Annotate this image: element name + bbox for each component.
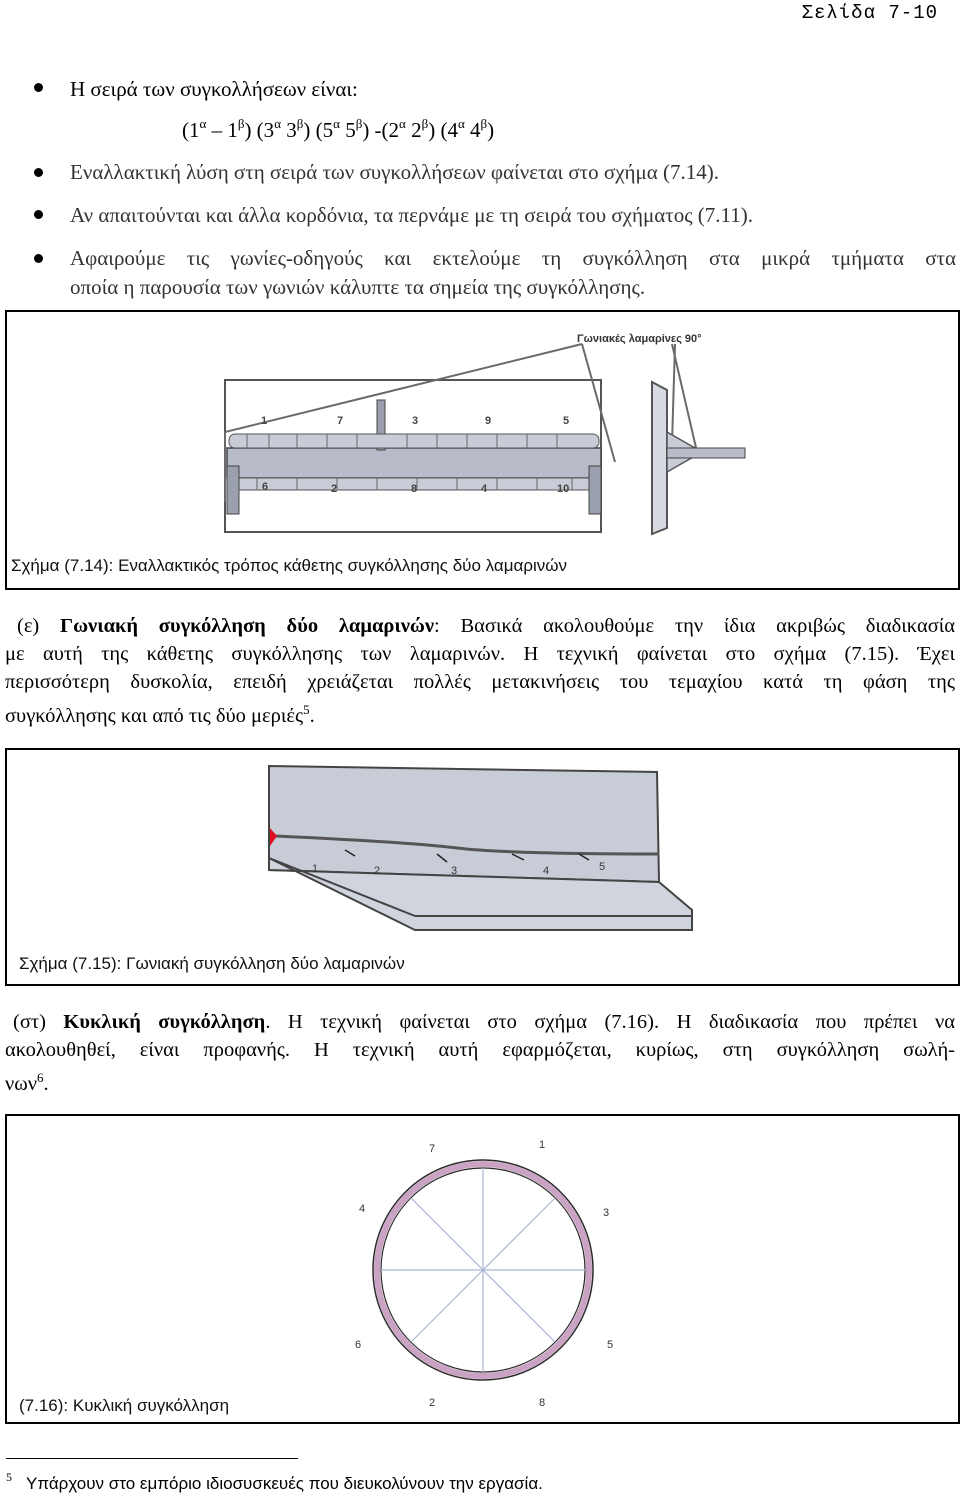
side-view-plate: [652, 382, 667, 534]
footnote-mark: 5: [6, 1470, 12, 1484]
seq-number: 2: [374, 865, 381, 877]
seq-number: 2: [429, 1397, 436, 1409]
figure-caption: Σχήμα (7.15): Γωνιακή συγκόλληση δύο λαμαρινών: [19, 954, 405, 973]
footnote-rule: [6, 1458, 298, 1459]
figure-7-14: [5, 310, 960, 590]
seq-number-bottom: 8: [411, 483, 418, 495]
seq-number-top: 3: [412, 415, 419, 427]
angle-label: Γωνιακές λαμαρίνες 90°: [577, 333, 702, 345]
bullet-dot: [34, 168, 43, 177]
seq-number-top: 1: [261, 415, 268, 427]
left-angle-tab: [227, 466, 239, 514]
figure-7-16: [5, 1114, 960, 1424]
figure-7-15: [5, 748, 960, 986]
seq-number: 8: [539, 1397, 546, 1409]
seq-number: 4: [543, 865, 550, 877]
right-angle-tab: [589, 466, 601, 514]
bullet-dot: [34, 83, 43, 92]
seq-number: 6: [355, 1339, 362, 1351]
seq-number: 1: [539, 1139, 546, 1151]
seq-number-top: 5: [563, 415, 570, 427]
top-weld-beads: [229, 434, 599, 448]
bullet-text-extra-beads: Αν απαιτούνται και άλλα κορδόνια, τα περνάμε με τη σειρά του σχήματος (7.11).: [70, 203, 753, 227]
seq-number: 4: [359, 1203, 366, 1215]
pointer-line: [672, 344, 697, 452]
page-number: Σελίδα 7-10: [801, 2, 938, 24]
footnote-text: Υπάρχουν στο εμπόριο ιδιοσυσκευές που διευκολύνουν την εργασία.: [26, 1474, 543, 1493]
side-view-horizontal: [667, 448, 745, 458]
pointer-line: [672, 344, 675, 444]
vertical-weld-diagram: [7, 312, 958, 588]
seq-number: 3: [451, 865, 458, 877]
bullet-text-alternative: Εναλλακτική λύση στη σειρά των συγκολλήσεων φαίνεται στο σχήμα (7.14).: [70, 160, 719, 184]
corner-weld-diagram: [7, 750, 958, 984]
circular-weld-diagram: [7, 1116, 958, 1422]
figure-caption: Σχήμα (7.14): Εναλλακτικός τρόπος κάθετης συγκόλλησης δύο λαμαρινών: [11, 556, 568, 575]
bullet-dot: [34, 210, 43, 219]
bullet-dot: [34, 254, 43, 263]
horizontal-plate: [227, 448, 601, 478]
seq-number-top: 7: [337, 415, 344, 427]
seq-number: 7: [429, 1143, 436, 1155]
figure-caption: (7.16): Κυκλική συγκόλληση: [19, 1396, 230, 1415]
seq-number: 1: [312, 863, 319, 875]
seq-number-bottom: 2: [331, 483, 338, 495]
seq-number-bottom: 6: [262, 481, 269, 493]
bullet-text-order: Η σειρά των συγκολλήσεων είναι:: [70, 77, 358, 101]
ring-spokes: [381, 1168, 585, 1372]
bullet-text-remove-angles: Αφαιρούμε τις γωνίες-οδηγούς και εκτελούμε τη συγκόλληση στα μικρά τμήματα στα: [70, 246, 956, 270]
paragraph-corner-weld: (ε) Γωνιακή συγκόλληση δύο λαμαρινών: Βασικά ακολουθούμε την ίδια ακριβώς διαδικασία με αυτή της κάθετης συγκόλλησης των λαμαρινών. Η τεχνική φαίνεται στο σχήμα (7.15). Έχει περισσότερη δυσκολία, επειδή χρειάζεται πολλές μετακινήσεις του τεμαχίου κατά τη φάση της συγκόλλησης και από τις δύο μεριές$^5$.: [5, 615, 955, 727]
seq-number-bottom: 10: [557, 483, 570, 495]
seq-number: 5: [607, 1339, 614, 1351]
bullet-text-remove-angles-cont: οποία η παρουσία των γωνιών κάλυπτε τα σημεία της συγκόλλησης.: [70, 275, 646, 299]
seq-number: 3: [603, 1207, 610, 1219]
weld-order-sequence: $(1^\alpha - 1^\beta)$ ($3^\alpha$ $3^\beta$) ($5^\alpha$ $5^\beta$) $-(2^\alpha$ $2^\beta$) ($4^\alpha$ $4^\beta$): [182, 116, 495, 142]
seq-number-top: 9: [485, 415, 492, 427]
paragraph-circular-weld: (στ) Κυκλική συγκόλληση. Η τεχνική φαίνεται στο σχήμα (7.16). Η διαδικασία που πρέπει να ακολουθηθεί, είναι προφανής. Η τεχνική αυτή εφαρμόζεται, κυρίως, στη συγκόλληση σωλή- νων$^6$.: [5, 1011, 955, 1095]
seq-number: 5: [599, 861, 606, 873]
seq-number-bottom: 4: [481, 483, 488, 495]
